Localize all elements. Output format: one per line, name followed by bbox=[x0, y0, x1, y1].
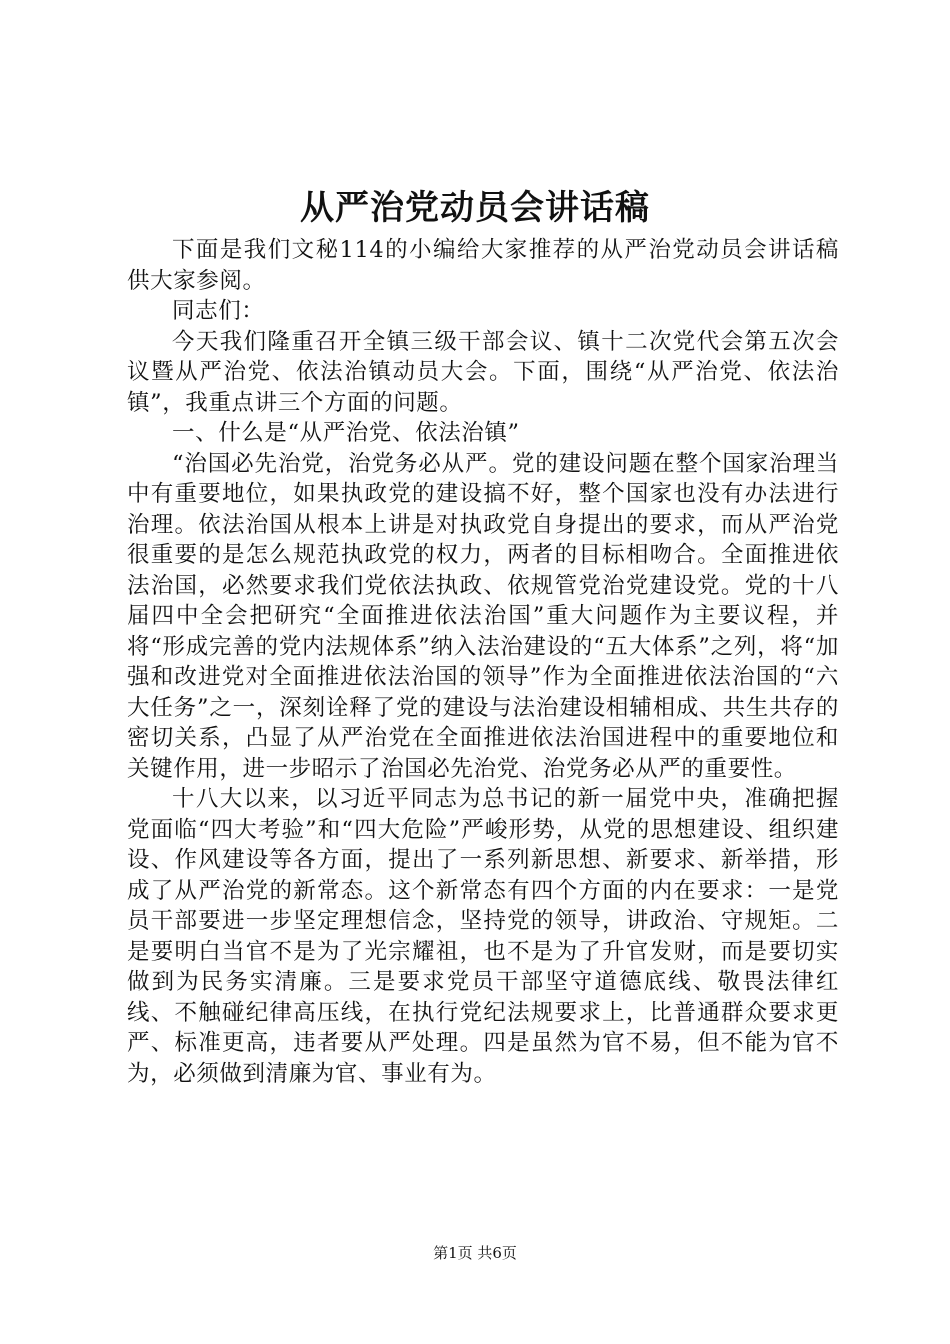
section-heading-1: 一、什么是“从严治党、依法治镇” bbox=[172, 420, 520, 446]
paragraph-salutation: 同志们： bbox=[172, 298, 265, 324]
document-body bbox=[127, 235, 839, 1089]
paragraph-body-1: “治国必先治党，治党务必从严。党的建设问题在整个国家治理当中有重要地位，如果执政党的建设搞不好，整个国家也没有办法进行治理。依法治国从根本上讲是对执政党自身提出的要求，而从严治党很重要的是怎么规范执政党的权力，两者的目标相吻合。全面推进依法治国，必然要求我们党依法执政、依规管党治党建设党。党的十八届四中全会把研究“全面推进依法治国”重大问题作为主要议程，并将“形成完善的党内法规体系”纳入法治建设的“五大体系”之列，将“加强和改进党对全面推进依法治国的领导”作为全面推进依法治国的“六大任务”之一，深刻诠释了党的建设与法治建设相辅相成、共生共存的密切关系，凸显了从严治党在全面推进依法治国进程中的重要地位和关键作用，进一步昭示了治国必先治党、治党务必从严的重要性。 bbox=[127, 450, 839, 782]
paragraph-body-2: 十八大以来，以习近平同志为总书记的新一届党中央，准确把握党面临“四大考验”和“四大危险”严峻形势，从党的思想建设、组织建设、作风建设等各方面，提出了一系列新思想、新要求、新举措，形成了从严治党的新常态。这个新常态有四个方面的内在要求：一是党员干部要进一步坚定理想信念，坚持党的领导，讲政治、守规矩。二是要明白当官不是为了光宗耀祖，也不是为了升官发财，而是要切实做到为民务实清廉。三是要求党员干部坚守道德底线、敬畏法律红线、不触碰纪律高压线，在执行党纪法规要求上，比普通群众要求更严、标准更高，违者要从严处理。四是虽然为官不易，但不能为官不为，必须做到清廉为官、事业有为。 bbox=[127, 786, 839, 1087]
paragraph-opening: 今天我们隆重召开全镇三级干部会议、镇十二次党代会第五次会议暨从严治党、依法治镇动员大会。下面，围绕“从严治党、依法治镇”，我重点讲三个方面的问题。 bbox=[127, 328, 839, 416]
document-title: 从严治党动员会讲话稿 bbox=[300, 188, 650, 228]
paragraph-intro: 下面是我们文秘114的小编给大家推荐的从严治党动员会讲话稿供大家参阅。 bbox=[127, 237, 839, 294]
page-number-footer: 第1页 共6页 bbox=[433, 1244, 517, 1262]
